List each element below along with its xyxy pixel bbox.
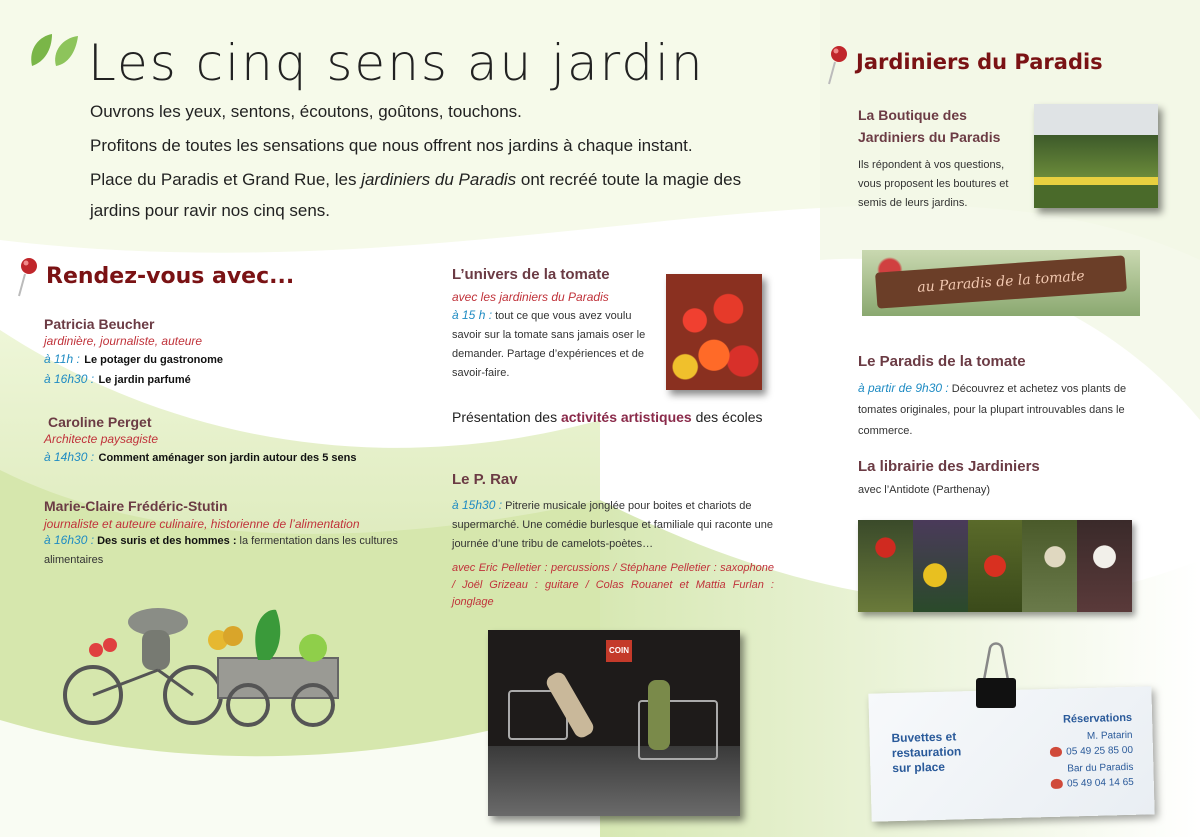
prav-photo [488, 630, 740, 816]
rendezvous-title: Rendez-vous avec... [46, 264, 295, 289]
buvettes-text: Buvettes et restauration sur place [891, 729, 962, 776]
pin-icon [826, 44, 852, 86]
librairie-title: La librairie des Jardiniers [858, 458, 1040, 475]
librairie-text: avec l’Antidote (Parthenay) [858, 484, 991, 496]
book-covers [858, 520, 1132, 612]
speaker-name: Caroline Perget [48, 414, 152, 430]
pin-icon [16, 256, 42, 298]
paradis-text: à partir de 9h30 : Découvrez et achetez vos plants de tomates originales, pour la plupart introuvables dans le commerce. [858, 381, 1127, 437]
page-title: Les cinq sens au jardin [88, 34, 705, 92]
tomato-photo [666, 274, 762, 390]
tomate-block: avec les jardiniers du Paradis à 15 h : tout ce que vous avez voulu savoir sur la tomate sans jamais oser le demander. Partage d’expériences et de savoir-faire. [452, 290, 646, 379]
book-cover [913, 520, 968, 612]
speaker-role: Architecte paysagiste [44, 432, 159, 446]
sign-text: au Paradis de la tomate [875, 255, 1127, 308]
boutique-title: La Boutique des Jardiniers du Paradis [858, 107, 1001, 145]
binder-clip-icon [970, 640, 1022, 710]
book-cover [968, 520, 1023, 612]
intro-line-1: Ouvrons les yeux, sentons, écoutons, goûtons, touchons. [90, 102, 522, 121]
boutique-text: Ils répondent à vos questions, vous proposent les boutures et semis de leurs jardins. [858, 159, 1009, 209]
leaf-icon [26, 30, 80, 70]
intro-line-3: Place du Paradis et Grand Rue, les jardiniers du Paradis ont recréé toute la magie des jardins pour ravir nos cinq sens. [90, 170, 742, 220]
speaker-2: Caroline Perget Architecte paysagiste à 14h30 : Comment aménager son jardin autour des 5 sens [44, 414, 404, 466]
prav-cast: avec Eric Pelletier : percussions / Stéphane Pelletier : saxophone / Joël Grizeau : guitare / Colas Rouanet et Mattia Furlan : jonglage [452, 562, 774, 608]
book-cover [1022, 520, 1077, 612]
speaker-role: jardinière, journaliste, auteure [44, 334, 203, 348]
reservations-block: Réservations M. Patarin 05 49 25 85 00 Bar du Paradis 05 49 04 14 65 [1049, 711, 1134, 792]
phone-icon [1050, 747, 1062, 757]
prav-text: à 15h30 : Pitrerie musicale jonglée pour boites et chariots de supermarché. Une comédie burlesque et familiale qui raconte une journée d’une tribu de camelots-poètes… [452, 498, 774, 550]
speaker-name: Marie-Claire Frédéric-Stutin [44, 498, 228, 514]
phone-icon [1051, 779, 1063, 789]
tomate-title: L’univers de la tomate [452, 266, 610, 283]
intro-line-2: Profitons de toutes les sensations que nous offrent nos jardins à chaque instant. [90, 136, 693, 155]
coin-sign: COIN [606, 640, 632, 662]
speaker-1: Patricia Beucher jardinière, journaliste, auteure à 11h : Le potager du gastronome à 16h30 : Le jardin parfumé [44, 316, 404, 388]
speaker-3: Marie-Claire Frédéric-Stutin journaliste et auteure culinaire, historienne de l’alimentation à 16h30 : Des suris et des hommes : la fermentation dans les cultures alimentaires [44, 498, 404, 570]
prav-title: Le P. Rav [452, 471, 518, 488]
sign-photo [862, 250, 1140, 316]
book-cover [1077, 520, 1132, 612]
speaker-role: journaliste et auteure culinaire, historienne de l’alimentation [44, 517, 360, 531]
jardiniers-title: Jardiniers du Paradis [856, 50, 1103, 74]
speaker-name: Patricia Beucher [44, 316, 155, 332]
paradis-title: Le Paradis de la tomate [858, 353, 1026, 370]
ecoles-text: Présentation des activités artistiques des écoles [452, 409, 763, 425]
book-cover [858, 520, 913, 612]
boutique-photo [1034, 104, 1158, 208]
tricycle-illustration [58, 600, 358, 730]
